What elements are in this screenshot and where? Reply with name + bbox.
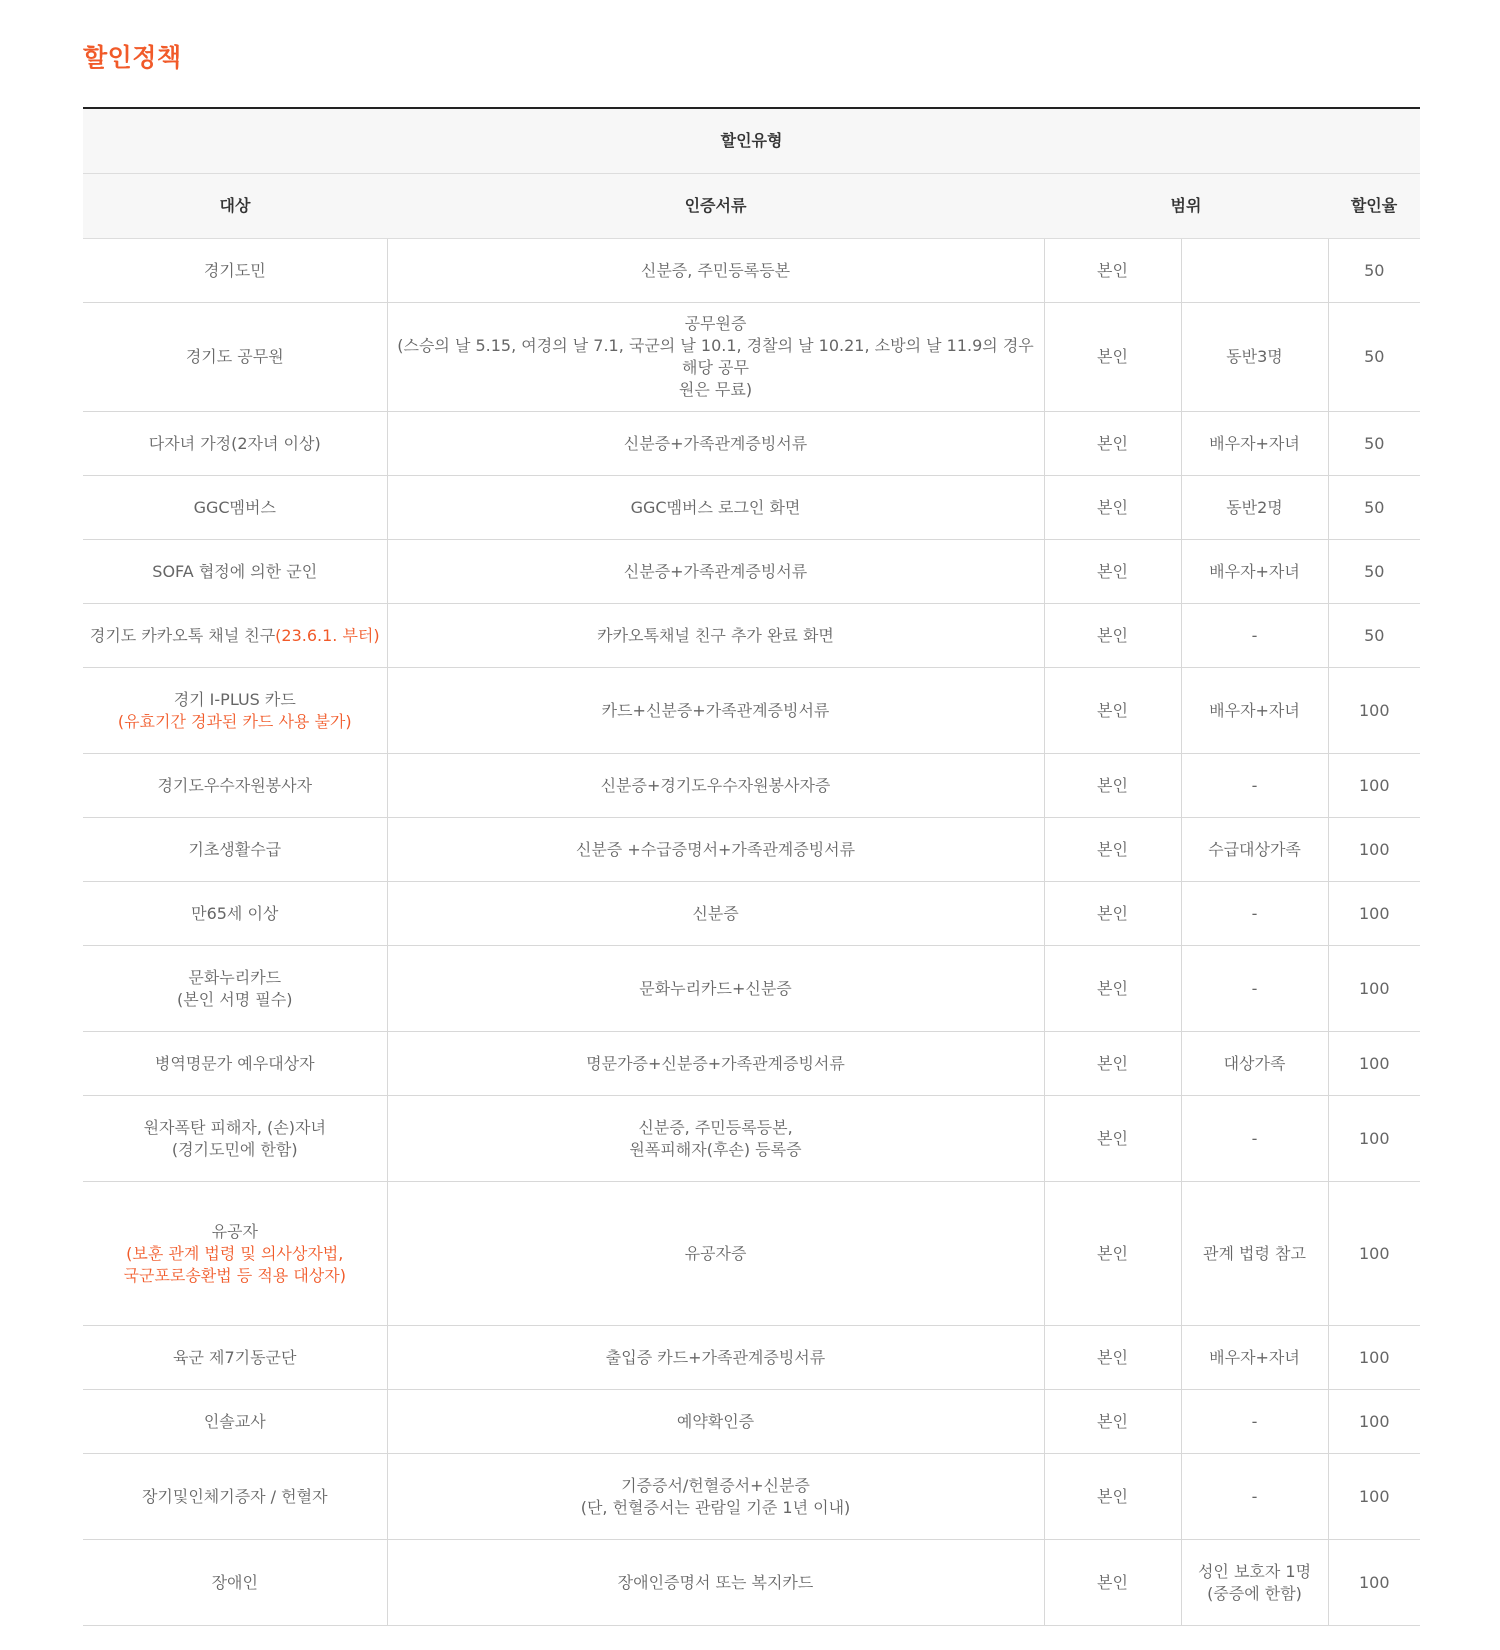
documents-cell (387, 1454, 1044, 1540)
documents-text: 신분증+가족관계증빙서류 (623, 433, 808, 453)
discount-policy-table (83, 107, 1420, 1626)
documents-text: 명문가증+신분증+가족관계증빙서류 (586, 1053, 845, 1073)
companion-text: (중증에 한함) (1207, 1583, 1302, 1603)
companion-cell: - (1181, 946, 1328, 1032)
documents-text: 원폭피해자(후손) 등록증 (629, 1139, 802, 1159)
table-row (83, 1540, 1420, 1626)
table-row (83, 946, 1420, 1032)
self-cell: 본인 (1044, 604, 1181, 668)
target-cell (83, 882, 387, 946)
target-label: 만65세 이상 (191, 903, 279, 923)
rate-cell: 50 (1328, 476, 1420, 540)
target-cell (83, 946, 387, 1032)
table-row (83, 818, 1420, 882)
documents-text: 원은 무료) (678, 380, 753, 399)
companion-cell (1181, 1540, 1328, 1626)
documents-cell (387, 1540, 1044, 1626)
table-row (83, 1454, 1420, 1540)
group-header-discount-type: 할인유형 (83, 108, 1420, 174)
table-row (83, 1032, 1420, 1096)
column-header-documents: 인증서류 (387, 174, 1044, 239)
documents-cell (387, 1096, 1044, 1182)
self-cell: 본인 (1044, 1390, 1181, 1454)
documents-cell (387, 303, 1044, 412)
rate-cell: 100 (1328, 1390, 1420, 1454)
companion-cell: 관계 법령 참고 (1181, 1182, 1328, 1326)
documents-cell (387, 239, 1044, 303)
documents-cell (387, 1326, 1044, 1390)
self-cell: 본인 (1044, 1096, 1181, 1182)
target-cell (83, 1540, 387, 1626)
documents-text: 기증증서/헌혈증서+신분증 (621, 1475, 810, 1495)
companion-cell: - (1181, 1454, 1328, 1540)
target-cell (83, 239, 387, 303)
companion-cell: - (1181, 1390, 1328, 1454)
documents-cell (387, 1390, 1044, 1454)
rate-cell: 50 (1328, 239, 1420, 303)
companion-cell: - (1181, 604, 1328, 668)
target-cell (83, 1096, 387, 1182)
target-cell (83, 412, 387, 476)
documents-text: 카카오톡채널 친구 추가 완료 화면 (597, 625, 834, 645)
target-note: 국군포로송환법 등 적용 대상자) (123, 1265, 346, 1285)
rate-cell: 50 (1328, 412, 1420, 476)
documents-text: (스승의 날 5.15, 여경의 날 7.1, 국군의 날 10.1, 경찰의 날 10.21, 소방의 날 11.9의 경우 해당 공무 (397, 336, 1034, 377)
companion-cell: 배우자+자녀 (1181, 1326, 1328, 1390)
rate-cell: 50 (1328, 303, 1420, 412)
table-row (83, 1390, 1420, 1454)
documents-cell (387, 882, 1044, 946)
target-cell (83, 1390, 387, 1454)
documents-text: 신분증+가족관계증빙서류 (623, 561, 808, 581)
table-row (83, 604, 1420, 668)
companion-cell: 수급대상가족 (1181, 818, 1328, 882)
documents-text: 공무원증 (684, 314, 747, 333)
target-cell (83, 1032, 387, 1096)
target-cell (83, 668, 387, 754)
table-row (83, 239, 1420, 303)
target-cell (83, 476, 387, 540)
column-header-rate: 할인율 (1328, 174, 1420, 239)
self-cell: 본인 (1044, 412, 1181, 476)
documents-text: 장애인증명서 또는 복지카드 (617, 1572, 814, 1592)
companion-cell: 동반3명 (1181, 303, 1328, 412)
documents-text: GGC멤버스 로그인 화면 (630, 497, 801, 517)
self-cell: 본인 (1044, 754, 1181, 818)
documents-text: 신분증, 주민등록등본 (640, 260, 791, 280)
page-title: 할인정책 (83, 43, 182, 72)
target-label: 육군 제7기동군단 (173, 1347, 297, 1367)
target-label: 경기 I-PLUS 카드 (173, 689, 296, 709)
companion-text: 성인 보호자 1명 (1197, 1561, 1312, 1581)
target-label: 장애인 (211, 1572, 258, 1592)
target-note: (보훈 관계 법령 및 의사상자법, (126, 1243, 344, 1263)
documents-cell (387, 668, 1044, 754)
documents-text: 유공자증 (684, 1243, 747, 1263)
documents-cell (387, 604, 1044, 668)
target-label: 문화누리카드 (188, 967, 282, 987)
table-row (83, 754, 1420, 818)
self-cell: 본인 (1044, 239, 1181, 303)
companion-cell: - (1181, 754, 1328, 818)
self-cell: 본인 (1044, 1326, 1181, 1390)
table-row (83, 412, 1420, 476)
target-label: GGC멤버스 (193, 497, 276, 517)
documents-cell (387, 946, 1044, 1032)
target-label: 경기도 카카오톡 채널 친구 (89, 625, 276, 645)
target-label: 경기도우수자원봉사자 (157, 775, 313, 795)
self-cell: 본인 (1044, 1032, 1181, 1096)
target-sub: (본인 서명 필수) (177, 989, 293, 1009)
documents-cell (387, 754, 1044, 818)
documents-cell (387, 540, 1044, 604)
target-label: SOFA 협정에 의한 군인 (152, 561, 318, 581)
target-label: 경기도민 (203, 260, 266, 280)
target-label: 경기도 공무원 (185, 347, 284, 366)
documents-text: 신분증 +수급증명서+가족관계증빙서류 (575, 839, 856, 859)
self-cell: 본인 (1044, 946, 1181, 1032)
documents-text: 카드+신분증+가족관계증빙서류 (601, 700, 830, 720)
self-cell: 본인 (1044, 476, 1181, 540)
documents-cell (387, 412, 1044, 476)
documents-text: 출입증 카드+가족관계증빙서류 (605, 1347, 826, 1367)
table-row (83, 1182, 1420, 1326)
target-cell (83, 540, 387, 604)
rate-cell: 100 (1328, 1540, 1420, 1626)
target-note: (23.6.1. 부터) (275, 625, 380, 645)
rate-cell: 100 (1328, 946, 1420, 1032)
target-sub: (경기도민에 한함) (171, 1139, 298, 1159)
self-cell: 본인 (1044, 1454, 1181, 1540)
target-label: 병역명문가 예우대상자 (154, 1053, 315, 1073)
table-row (83, 1096, 1420, 1182)
table-row (83, 668, 1420, 754)
companion-cell: 동반2명 (1181, 476, 1328, 540)
target-cell (83, 1454, 387, 1540)
rate-cell: 100 (1328, 668, 1420, 754)
documents-cell (387, 1032, 1044, 1096)
rate-cell: 100 (1328, 1182, 1420, 1326)
self-cell: 본인 (1044, 303, 1181, 412)
target-label: 다자녀 가정(2자녀 이상) (148, 433, 321, 453)
documents-text: 문화누리카드+신분증 (639, 978, 792, 998)
self-cell: 본인 (1044, 882, 1181, 946)
rate-cell: 100 (1328, 1454, 1420, 1540)
target-cell (83, 604, 387, 668)
column-header-target: 대상 (83, 174, 387, 239)
documents-cell (387, 1182, 1044, 1326)
documents-text: 신분증, 주민등록등본, (638, 1117, 793, 1137)
target-cell (83, 1182, 387, 1326)
target-cell (83, 818, 387, 882)
target-label: 유공자 (211, 1221, 258, 1241)
self-cell: 본인 (1044, 1182, 1181, 1326)
target-label: 인솔교사 (203, 1411, 266, 1431)
table-row (83, 540, 1420, 604)
target-label: 원자폭탄 피해자, (손)자녀 (143, 1117, 326, 1137)
target-cell (83, 754, 387, 818)
companion-cell: - (1181, 1096, 1328, 1182)
companion-cell: - (1181, 882, 1328, 946)
documents-cell (387, 476, 1044, 540)
target-note: (유효기간 경과된 카드 사용 불가) (117, 711, 352, 731)
table-row (83, 303, 1420, 412)
rate-cell: 100 (1328, 1096, 1420, 1182)
target-cell (83, 1326, 387, 1390)
rate-cell: 100 (1328, 1032, 1420, 1096)
companion-cell: 배우자+자녀 (1181, 668, 1328, 754)
companion-cell (1181, 239, 1328, 303)
documents-text: 신분증+경기도우수자원봉사자증 (600, 775, 831, 795)
rate-cell: 100 (1328, 818, 1420, 882)
target-cell (83, 303, 387, 412)
table-row (83, 476, 1420, 540)
table-row (83, 1326, 1420, 1390)
rate-cell: 50 (1328, 540, 1420, 604)
target-label: 기초생활수급 (188, 839, 282, 859)
documents-cell (387, 818, 1044, 882)
documents-text: (단, 헌혈증서는 관람일 기준 1년 이내) (580, 1497, 851, 1517)
rate-cell: 50 (1328, 604, 1420, 668)
self-cell: 본인 (1044, 540, 1181, 604)
table-row (83, 882, 1420, 946)
self-cell: 본인 (1044, 668, 1181, 754)
self-cell: 본인 (1044, 818, 1181, 882)
target-label: 장기및인체기증자 / 헌혈자 (141, 1486, 328, 1506)
rate-cell: 100 (1328, 1326, 1420, 1390)
companion-cell: 대상가족 (1181, 1032, 1328, 1096)
self-cell: 본인 (1044, 1540, 1181, 1626)
rate-cell: 100 (1328, 882, 1420, 946)
documents-text: 예약확인증 (676, 1411, 755, 1431)
companion-cell: 배우자+자녀 (1181, 412, 1328, 476)
column-header-scope: 범위 (1044, 174, 1328, 239)
documents-text: 신분증 (692, 903, 739, 923)
rate-cell: 100 (1328, 754, 1420, 818)
companion-cell: 배우자+자녀 (1181, 540, 1328, 604)
